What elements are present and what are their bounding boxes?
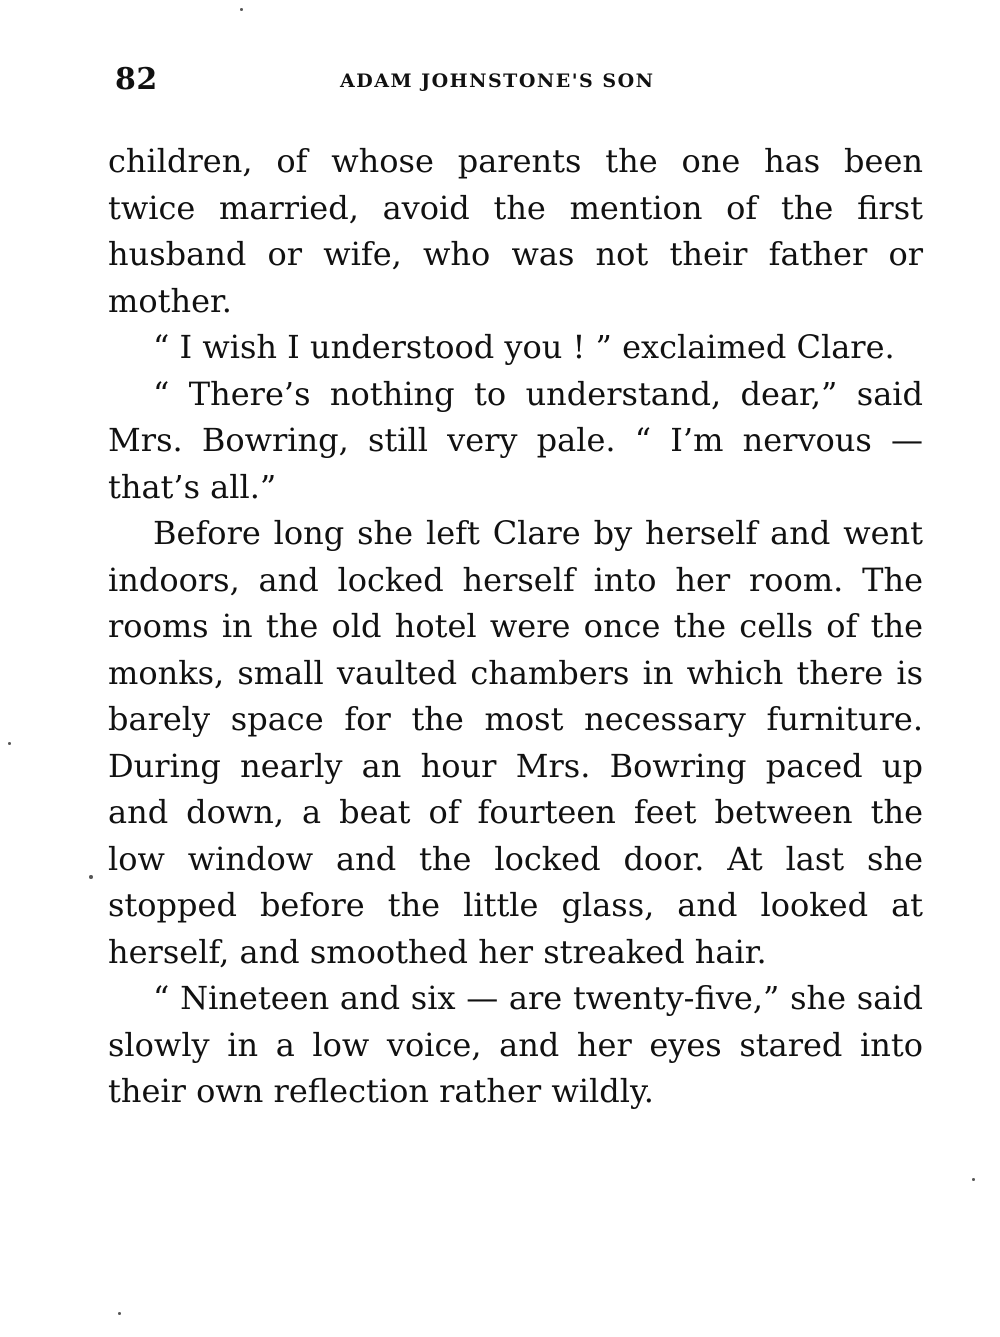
scan-speck <box>240 8 243 11</box>
paragraph-2: “ I wish I understood you ! ” exclaimed Clare. <box>153 328 895 366</box>
scan-speck <box>8 742 11 745</box>
scan-speck <box>118 1312 121 1315</box>
scan-speck <box>972 1178 975 1181</box>
scan-speck <box>89 875 93 879</box>
paragraph-3: “ There’s nothing to understand, dear,” said Mrs. Bowring, still very pale. “ I’m nervous — that’s all.” <box>108 374 923 506</box>
page-number: 82 <box>115 62 158 97</box>
body-text <box>108 138 923 1115</box>
paragraph-5: “ Nineteen and six — are twenty-five,” she said slowly in a low voice, and her eyes stared into their own reflection rather wildly. <box>108 979 923 1110</box>
running-title: ADAM JOHNSTONE'S SON <box>340 70 655 92</box>
running-head <box>115 62 925 102</box>
paragraph-1: children, of whose parents the one has been twice married, avoid the mention of the first husband or wife, who was not their father or mother. <box>108 142 923 320</box>
paragraph-4: Before long she left Clare by herself and went indoors, and locked herself into her room. The rooms in the old hotel were once the cells of the monks, small vaulted chambers in which there is barely space for the most necessary furniture. During nearly an hour Mrs. Bowring paced up and down, a beat of fourteen feet between the low window and the locked door. At last she stopped before the little glass, and looked at herself, and smoothed her streaked hair. <box>108 514 923 971</box>
